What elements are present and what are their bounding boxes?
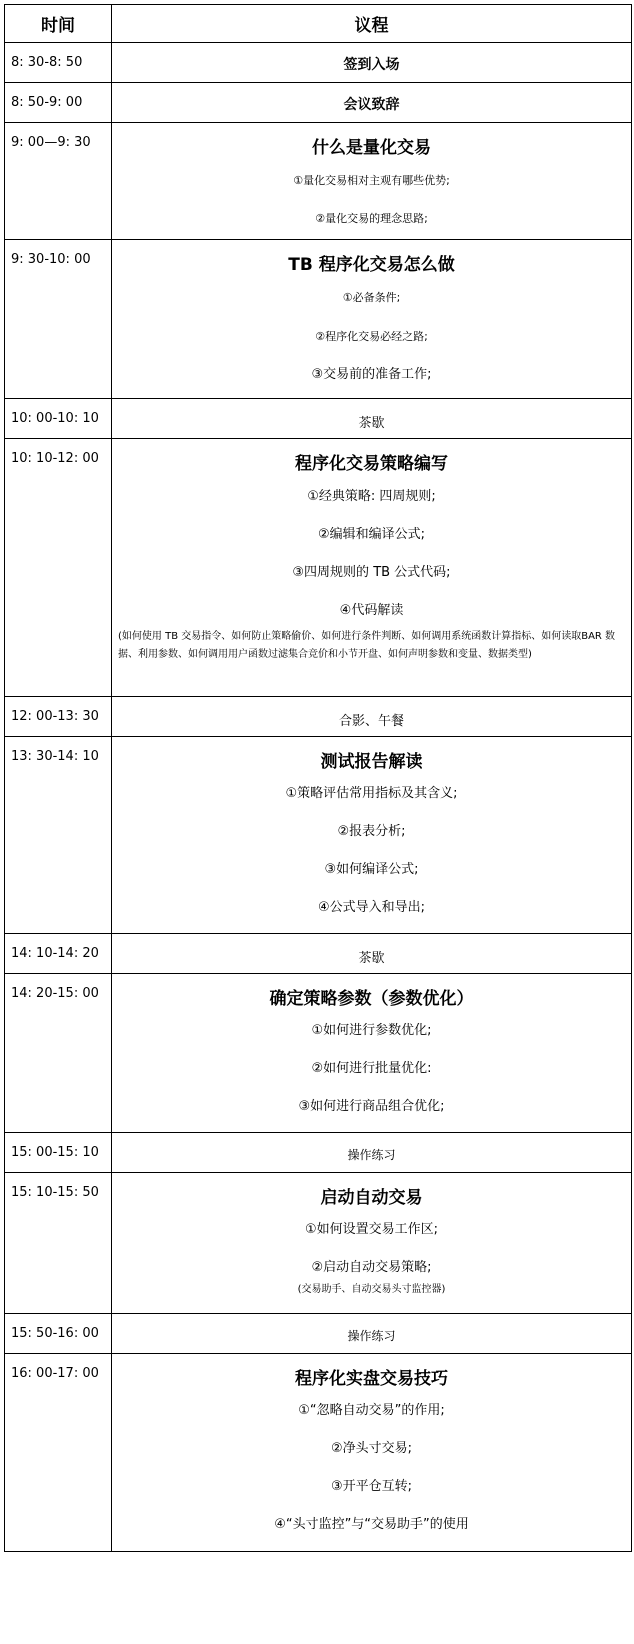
session-title: 会议致辞 [343,97,400,113]
session-item: ②如何进行批量优化: [311,1061,432,1076]
session-item: ②净头寸交易; [330,1441,413,1456]
program-cell [112,1354,632,1552]
session-note: (如何使用 TB 交易指令、如何防止策略偷价、如何进行条件判断、如何调用系统函数计算指标、如何读取BAR 数据、利用参数、如何调用用户函数过滤集合竞价和小节开盘、如何声明参数和变量、数据类型) [118,631,616,660]
session-item: ④代码解读 [339,603,404,618]
program-cell [112,1173,632,1314]
table-row [5,934,632,974]
time-cell: 14: 10-14: 20 [5,934,112,974]
session-title: 操作练习 [347,1329,396,1343]
session-item: ①如何设置交易工作区; [304,1222,439,1237]
header-program: 议程 [112,5,632,43]
session-item: ③四周规则的 TB 公式代码; [292,565,451,580]
time-cell: 8: 50-9: 00 [5,83,112,123]
time-cell: 9: 00—9: 30 [5,123,112,240]
session-item: ①策略评估常用指标及其含义; [285,786,458,801]
header-row [5,5,632,43]
program-cell [112,1133,632,1173]
session-title: 合影、午餐 [338,714,404,729]
session-item: ③开平仓互转; [330,1479,413,1494]
table-row [5,1133,632,1173]
table-row [5,83,632,123]
program-cell [112,737,632,934]
session-item: ③如何进行商品组合优化; [298,1099,445,1114]
program-cell [112,43,632,83]
time-cell: 15: 50-16: 00 [5,1314,112,1354]
program-cell [112,240,632,399]
time-cell: 16: 00-17: 00 [5,1354,112,1552]
session-item: ④公式导入和导出; [317,900,426,915]
agenda-table [4,4,632,1552]
session-title: 程序化交易策略编写 [295,454,448,474]
session-item: ①“忽略自动交易”的作用; [298,1403,445,1418]
session-item: ②量化交易的理念思路; [315,212,428,225]
table-row [5,439,632,697]
session-title: 什么是量化交易 [312,138,431,158]
session-item: ④“头寸监控”与“交易助手”的使用 [274,1517,469,1532]
session-title: 测试报告解读 [320,752,423,772]
session-item: ①必备条件; [342,291,401,304]
program-cell [112,123,632,240]
time-cell: 14: 20-15: 00 [5,974,112,1133]
header-time: 时间 [5,5,112,43]
table-row [5,1354,632,1552]
program-cell [112,439,632,697]
time-cell: 12: 00-13: 30 [5,697,112,737]
table-row [5,697,632,737]
program-cell [112,399,632,439]
session-title: 签到入场 [343,57,400,73]
session-item: ②启动自动交易策略; [311,1260,432,1275]
session-item: ①量化交易相对主观有哪些优势; [293,174,450,187]
table-row [5,737,632,934]
program-cell [112,974,632,1133]
session-title: 茶歇 [358,951,385,966]
program-cell [112,83,632,123]
time-cell: 10: 00-10: 10 [5,399,112,439]
table-row [5,43,632,83]
time-cell: 8: 30-8: 50 [5,43,112,83]
time-cell: 15: 00-15: 10 [5,1133,112,1173]
session-title: 启动自动交易 [320,1188,423,1208]
session-title: 操作练习 [347,1148,396,1162]
session-item: ①经典策略: 四周规则; [307,489,436,504]
session-item: ②程序化交易必经之路; [315,330,428,343]
program-cell [112,697,632,737]
table-row [5,399,632,439]
table-row [5,1314,632,1354]
time-cell: 15: 10-15: 50 [5,1173,112,1314]
table-row [5,123,632,240]
session-title: TB 程序化交易怎么做 [288,255,455,275]
time-cell: 13: 30-14: 10 [5,737,112,934]
session-title: 确定策略参数（参数优化） [269,989,474,1009]
session-item: ③如何编译公式; [324,862,419,877]
session-item: ②编辑和编译公式; [317,527,426,542]
time-cell: 10: 10-12: 00 [5,439,112,697]
table-row [5,1173,632,1314]
program-cell [112,934,632,974]
program-cell [112,1314,632,1354]
session-title: 程序化实盘交易技巧 [295,1369,448,1389]
table-row [5,974,632,1133]
session-item: ②报表分析; [337,824,406,839]
table-row [5,240,632,399]
session-note: (交易助手、自动交易头寸监控器) [297,1284,446,1295]
session-item: ③交易前的准备工作; [311,367,432,382]
session-title: 茶歇 [358,416,385,431]
time-cell: 9: 30-10: 00 [5,240,112,399]
session-item: ①如何进行参数优化; [311,1023,432,1038]
